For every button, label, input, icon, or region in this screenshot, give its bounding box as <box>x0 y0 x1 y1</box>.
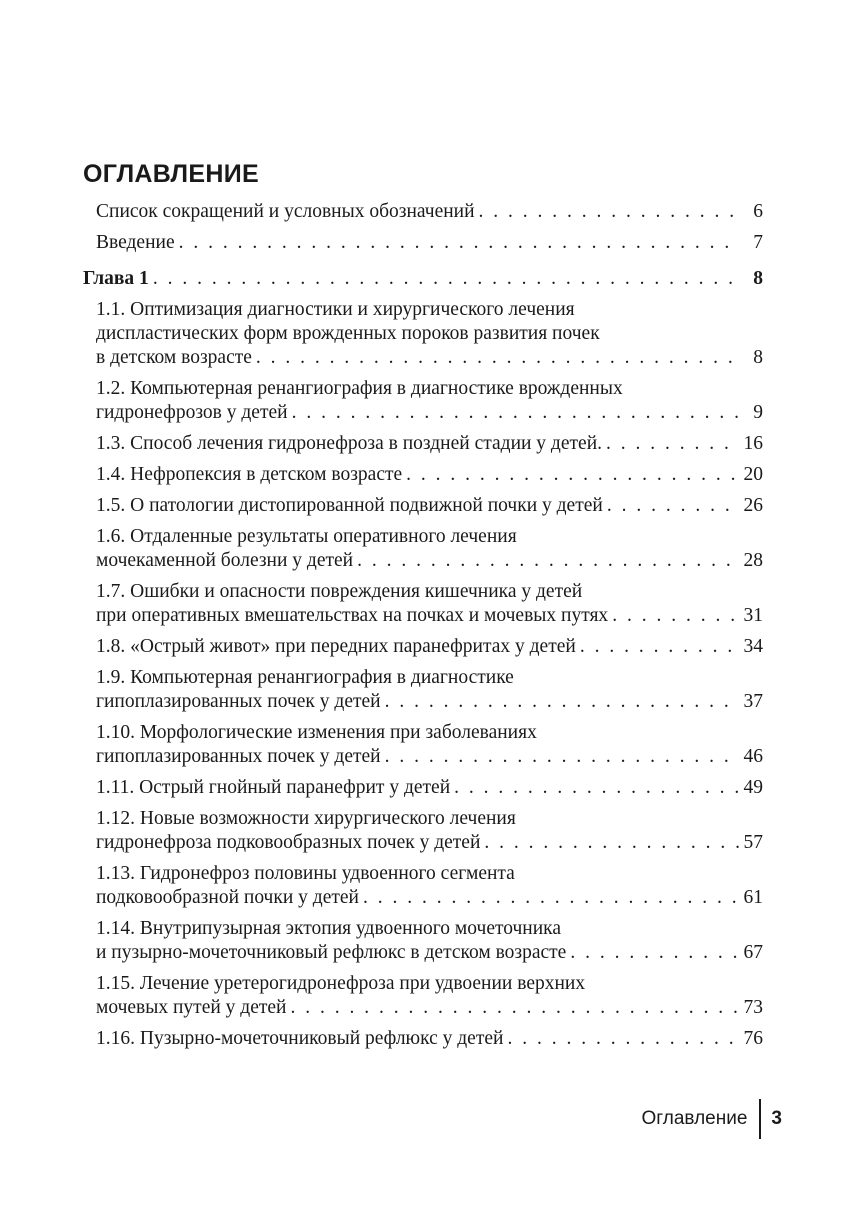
toc-entry-text: Список сокращений и условных обозначений <box>96 201 475 222</box>
toc-entry-text: гидронефроза подковообразных почек у детей <box>96 832 481 853</box>
toc-page-number: 61 <box>743 887 763 908</box>
toc-page-number: 20 <box>743 464 763 485</box>
dot-leader <box>566 941 739 965</box>
dot-leader <box>503 1027 739 1051</box>
table-of-contents <box>83 200 763 1058</box>
toc-page-number: 37 <box>743 691 763 712</box>
toc-entry[interactable] <box>83 635 763 659</box>
toc-entry-text: гидронефрозов у детей <box>96 402 288 423</box>
footer-divider <box>759 1099 761 1139</box>
dot-leader <box>608 604 739 628</box>
toc-entry-text: при оперативных вмешательствах на почках и мочевых путях <box>96 605 609 626</box>
toc-page-number: 9 <box>753 402 763 423</box>
toc-entry-text: 1.15. Лечение уретерогидронефроза при удвоении верхних <box>96 973 586 994</box>
toc-entry-text: 1.14. Внутрипузырная эктопия удвоенного мочеточника <box>96 918 561 939</box>
toc-entry-text: 1.5. О патологии дистопированной подвижной почки у детей <box>96 495 603 516</box>
toc-entry-text: 1.4. Нефропексия в детском возрасте <box>96 464 403 485</box>
toc-entry[interactable] <box>83 525 763 573</box>
toc-entry-text: Глава 1 <box>83 268 149 289</box>
dot-leader <box>602 432 739 456</box>
dot-leader <box>450 776 739 800</box>
toc-entry[interactable] <box>83 580 763 628</box>
toc-entry-text: 1.8. «Острый живот» при передних паранефритах у детей <box>96 636 576 657</box>
page-footer <box>641 1099 782 1139</box>
toc-entry-text: 1.13. Гидронефроз половины удвоенного сегмента <box>96 863 515 884</box>
toc-page-number: 49 <box>743 777 763 798</box>
dot-leader <box>402 463 739 487</box>
toc-entry[interactable] <box>83 721 763 769</box>
toc-entry-text: 1.1. Оптимизация диагностики и хирургического лечения <box>96 299 575 320</box>
dot-leader <box>603 494 739 518</box>
dot-leader <box>252 346 739 370</box>
toc-entry[interactable] <box>83 862 763 910</box>
toc-page-number: 28 <box>743 550 763 571</box>
toc-entry-text: гипоплазированных почек у детей <box>96 746 381 767</box>
toc-entry[interactable] <box>83 377 763 425</box>
toc-entry[interactable] <box>83 807 763 855</box>
dot-leader <box>475 200 739 224</box>
toc-page-number: 16 <box>743 433 763 454</box>
toc-entry-text: мочевых путей у детей <box>96 997 287 1018</box>
toc-entry[interactable] <box>83 1027 763 1051</box>
toc-entry-text: гипоплазированных почек у детей <box>96 691 381 712</box>
toc-entry-text: 1.16. Пузырно-мочеточниковый рефлюкс у детей <box>96 1028 504 1049</box>
toc-entry-text: 1.9. Компьютерная ренангиография в диагностике <box>96 667 514 688</box>
toc-page-number: 46 <box>743 746 763 767</box>
dot-leader <box>576 635 739 659</box>
toc-entry-text: 1.6. Отдаленные результаты оперативного лечения <box>96 526 517 547</box>
toc-entry[interactable] <box>83 776 763 800</box>
toc-entry-text: мочекаменной болезни у детей <box>96 550 354 571</box>
dot-leader <box>359 886 739 910</box>
toc-entry[interactable] <box>83 432 763 456</box>
dot-leader <box>381 690 739 714</box>
toc-page-number: 26 <box>743 495 763 516</box>
toc-page-number: 73 <box>743 997 763 1018</box>
dot-leader <box>381 745 739 769</box>
toc-entry-text: и пузырно-мочеточниковый рефлюкс в детском возрасте <box>96 942 567 963</box>
toc-entry[interactable] <box>83 463 763 487</box>
toc-entry-text: в детском возрасте <box>96 347 252 368</box>
toc-chapter-entry[interactable] <box>83 267 763 291</box>
dot-leader <box>353 549 739 573</box>
dot-leader <box>480 831 739 855</box>
toc-entry-text: диспластических форм врожденных пороков развития почек <box>96 323 600 344</box>
toc-page-number: 76 <box>743 1028 763 1049</box>
toc-entry-text: 1.3. Способ лечения гидронефроза в поздней стадии у детей. <box>96 433 603 454</box>
toc-entry-text: Введение <box>96 232 175 253</box>
toc-entry[interactable] <box>83 231 763 255</box>
page-number: 3 <box>771 1108 782 1129</box>
toc-page-number: 67 <box>743 942 763 963</box>
toc-page-number: 6 <box>753 201 763 222</box>
page-title: ОГЛАВЛЕНИЕ <box>83 160 259 188</box>
dot-leader <box>288 401 739 425</box>
toc-entry-text: 1.11. Острый гнойный паранефрит у детей <box>96 777 451 798</box>
dot-leader <box>175 231 739 255</box>
toc-page-number: 31 <box>743 605 763 626</box>
toc-entry-text: подковообразной почки у детей <box>96 887 359 908</box>
toc-entry-text: 1.2. Компьютерная ренангиография в диагностике врожденных <box>96 378 623 399</box>
toc-entry[interactable] <box>83 666 763 714</box>
toc-page-number: 7 <box>753 232 763 253</box>
toc-entry[interactable] <box>83 917 763 965</box>
toc-entry-text: 1.12. Новые возможности хирургического лечения <box>96 808 516 829</box>
toc-entry-text: 1.7. Ошибки и опасности повреждения кишечника у детей <box>96 581 583 602</box>
toc-page-number: 57 <box>743 832 763 853</box>
toc-page-number: 8 <box>753 347 763 368</box>
toc-entry[interactable] <box>83 298 763 370</box>
dot-leader <box>149 267 739 291</box>
toc-entry[interactable] <box>83 972 763 1020</box>
toc-page-number: 8 <box>753 268 763 289</box>
dot-leader <box>286 996 739 1020</box>
running-footer-label: Оглавление <box>641 1108 748 1129</box>
toc-entry[interactable] <box>83 200 763 224</box>
toc-entry-text: 1.10. Морфологические изменения при заболеваниях <box>96 722 537 743</box>
toc-page-number: 34 <box>743 636 763 657</box>
toc-entry[interactable] <box>83 494 763 518</box>
